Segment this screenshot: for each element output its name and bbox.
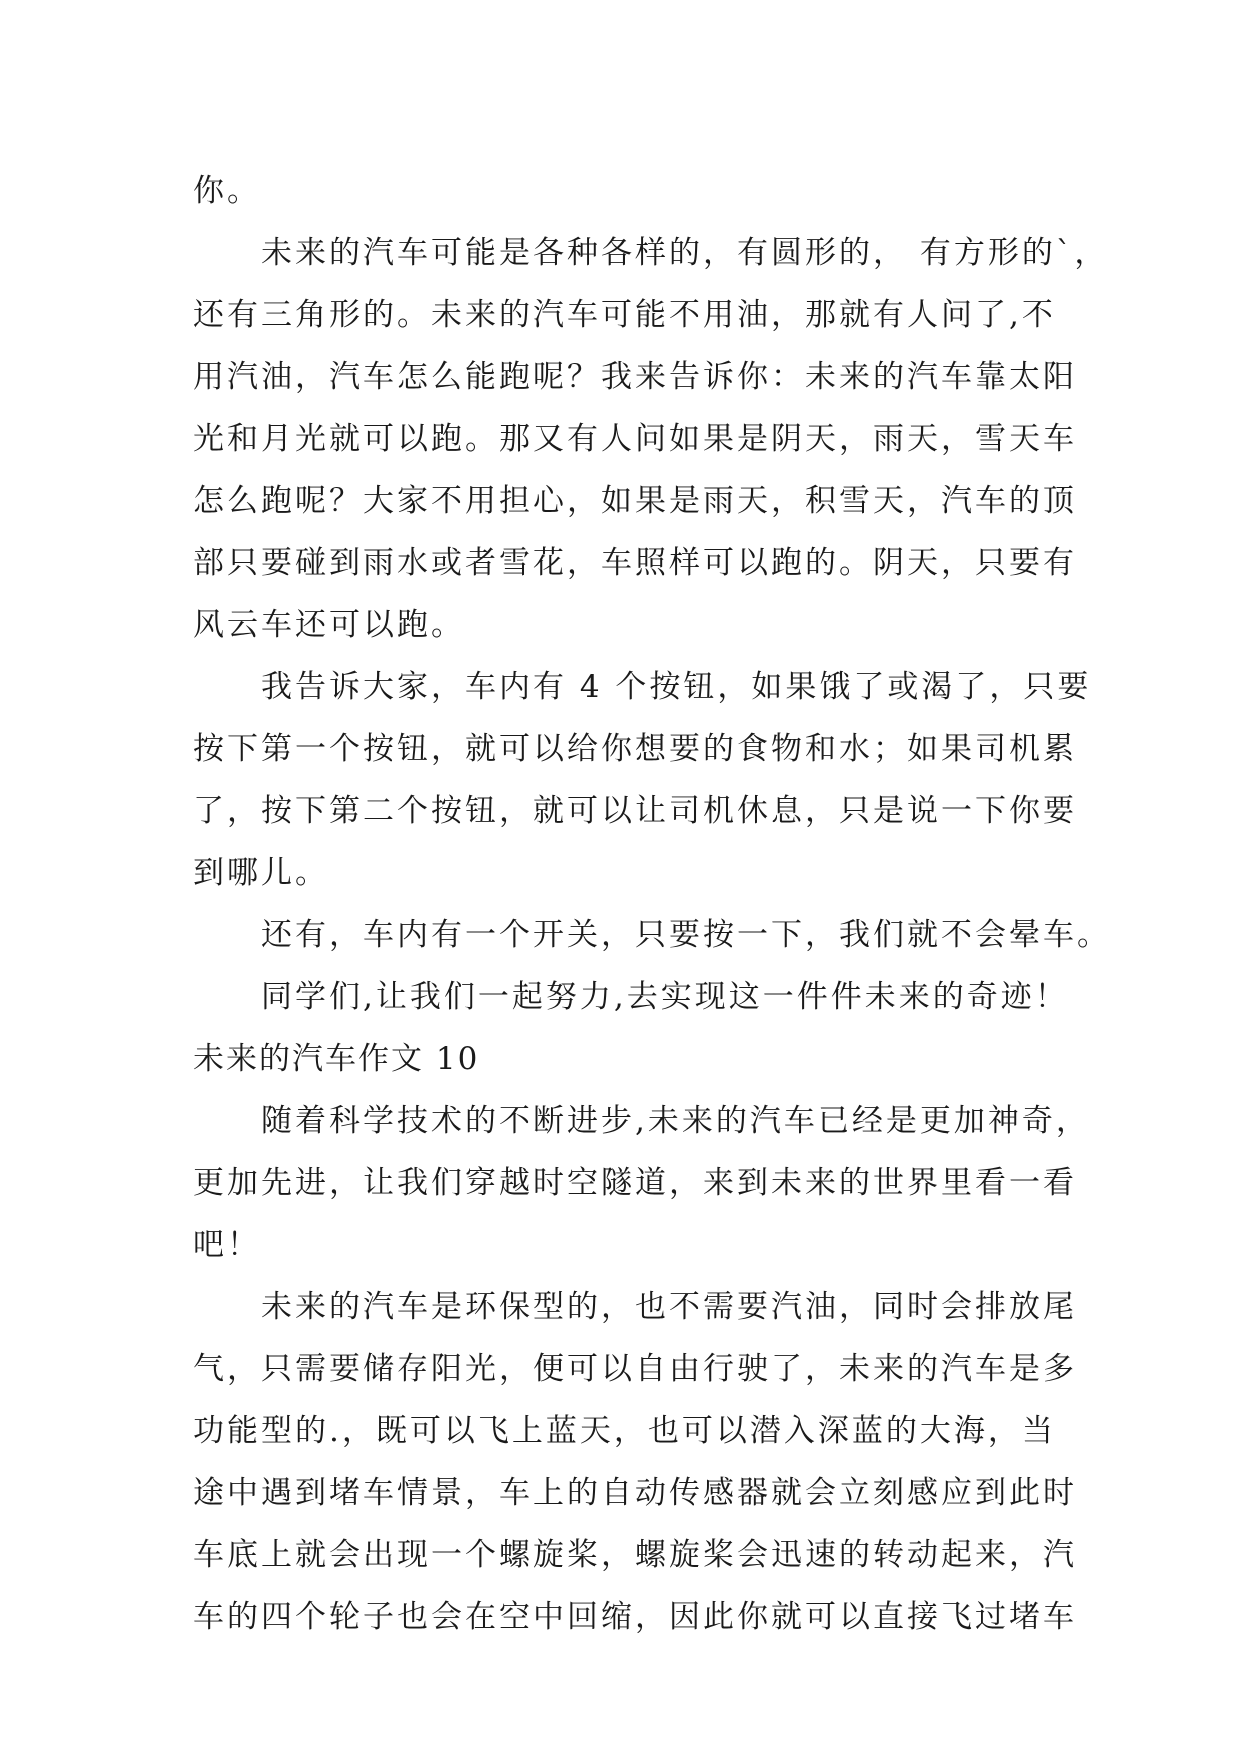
paragraph-start-line: 还有，车内有一个开关，只要按一下，我们就不会晕车。 [261,917,1111,953]
paragraph-start-line: 随着科学技术的不断进步,未来的汽车已经是更加神奇， [261,1103,1090,1139]
text-line: 更加先进，让我们穿越时空隧道，来到未来的世界里看一看 [193,1165,1077,1201]
text-line: 你。 [193,173,261,209]
paragraph-start-line: 未来的汽车是环保型的，也不需要汽油，同时会排放尾 [261,1289,1077,1325]
text-line: 还有三角形的。未来的汽车可能不用油，那就有人问了,不 [193,297,1056,333]
text-line: 了，按下第二个按钮，就可以让司机休息，只是说一下你要 [193,793,1077,829]
text-line: 车的四个轮子也会在空中回缩，因此你就可以直接飞过堵车 [193,1599,1077,1635]
text-line: 部只要碰到雨水或者雪花，车照样可以跑的。阴天，只要有 [193,545,1077,581]
text-line: 按下第一个按钮，就可以给你想要的食物和水；如果司机累 [193,731,1077,767]
text-line: 到哪儿。 [193,855,329,891]
text-line: 功能型的.，既可以飞上蓝天，也可以潜入深蓝的大海，当 [193,1413,1056,1449]
text-line: 吧！ [193,1227,261,1263]
text-line: 风云车还可以跑。 [193,607,465,643]
text-line: 用汽油，汽车怎么能跑呢？我来告诉你：未来的汽车靠太阳 [193,359,1077,395]
text-line: 车底上就会出现一个螺旋桨，螺旋桨会迅速的转动起来，汽 [193,1537,1077,1573]
paragraph-start-line: 未来的汽车可能是各种各样的，有圆形的， 有方形的`， [261,235,1109,271]
section-heading: 未来的汽车作文 10 [193,1041,480,1077]
document-body [193,160,1111,1648]
text-line: 怎么跑呢？大家不用担心，如果是雨天，积雪天，汽车的顶 [193,483,1077,519]
paragraph-start-line: 我告诉大家，车内有 4 个按钮，如果饿了或渴了，只要 [261,669,1092,705]
text-line: 气，只需要储存阳光，便可以自由行驶了，未来的汽车是多 [193,1351,1077,1387]
paragraph-start-line: 同学们,让我们一起努力,去实现这一件件未来的奇迹！ [261,979,1069,1015]
text-line: 光和月光就可以跑。那又有人问如果是阴天，雨天，雪天车 [193,421,1077,457]
text-line: 途中遇到堵车情景，车上的自动传感器就会立刻感应到此时 [193,1475,1077,1511]
